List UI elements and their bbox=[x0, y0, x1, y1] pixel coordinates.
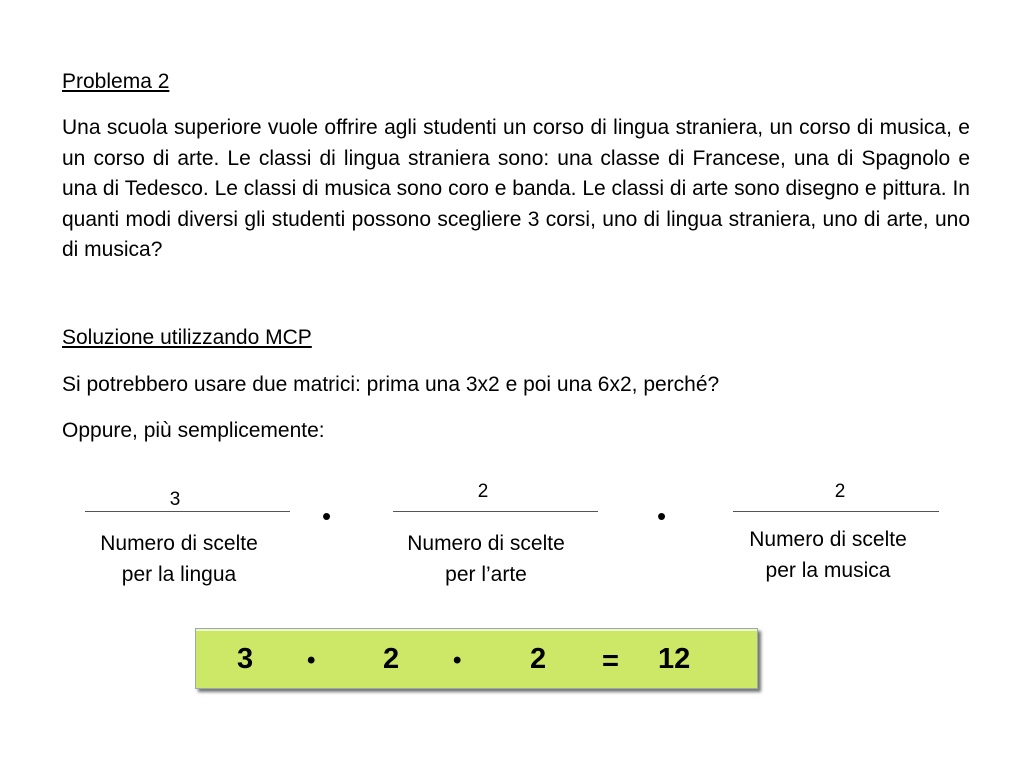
factor-value-language: 3 bbox=[169, 489, 181, 510]
multiply-dot: • bbox=[657, 501, 667, 531]
problem-heading: Problema 2 bbox=[62, 70, 170, 93]
fraction-line bbox=[733, 511, 939, 512]
result-multiply-dot: • bbox=[453, 647, 462, 674]
fraction-line bbox=[393, 511, 598, 512]
result-equals: = bbox=[602, 645, 619, 677]
result-equation-box bbox=[195, 628, 758, 689]
solution-line-1: Si potrebbero usare due matrici: prima una 3x2 e poi una 6x2, perché? bbox=[62, 373, 720, 396]
result-factor-art: 2 bbox=[383, 643, 400, 675]
result-total: 12 bbox=[658, 643, 691, 675]
factor-label-art: Numero di scelte per l’arte bbox=[407, 532, 565, 586]
factor-value-music: 2 bbox=[834, 481, 846, 502]
factor-label-language: Numero di scelte per la lingua bbox=[100, 532, 258, 586]
factor-value-art: 2 bbox=[477, 481, 489, 502]
solution-line-2: Oppure, più semplicemente: bbox=[62, 419, 325, 442]
result-multiply-dot: • bbox=[307, 647, 316, 674]
result-factor-music: 2 bbox=[530, 643, 547, 675]
factor-label-music: Numero di scelte per la musica bbox=[749, 528, 907, 582]
solution-heading: Soluzione utilizzando MCP bbox=[62, 326, 312, 349]
multiply-dot: • bbox=[322, 501, 332, 531]
fraction-line bbox=[85, 511, 290, 512]
problem-text: Una scuola superiore vuole offrire agli studenti un corso di lingua straniera, un corso di musica, e un corso di arte. Le classi di lingua straniera sono: una classe di Francese, una di Spagnolo e una di Tedesco. Le classi di musica sono coro e banda. Le classi di arte sono disegno e pittura. In quanti modi diversi gli studenti possono scegliere 3 corsi, uno di lingua straniera, uno di arte, uno di musica? bbox=[62, 116, 970, 261]
result-factor-language: 3 bbox=[237, 643, 254, 675]
